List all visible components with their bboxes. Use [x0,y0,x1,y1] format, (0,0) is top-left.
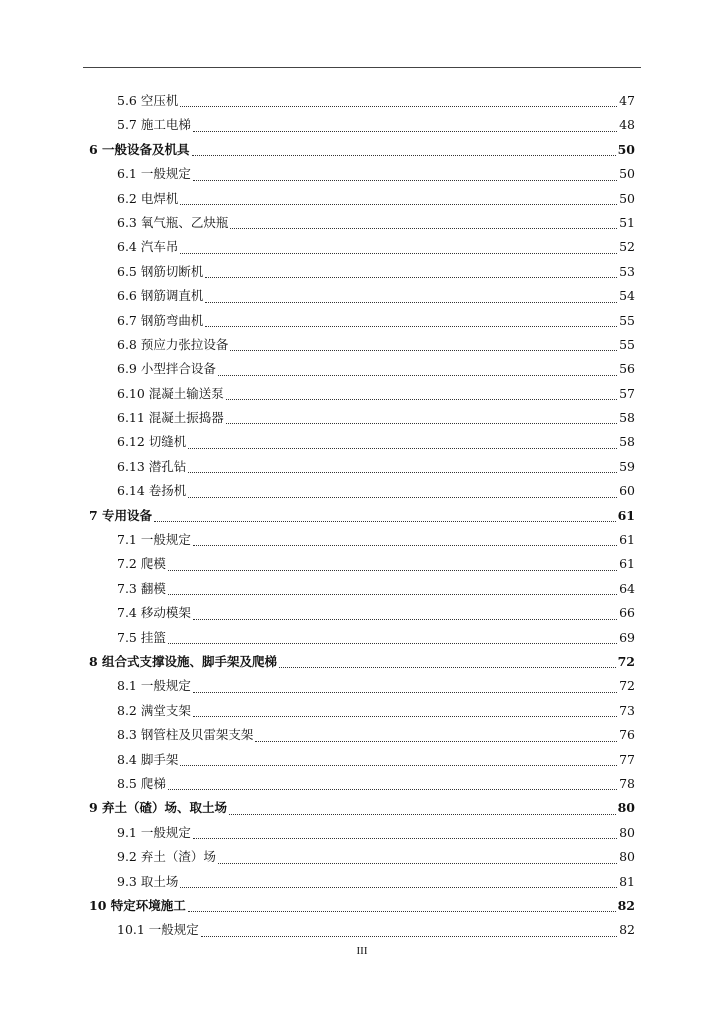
toc-entry[interactable] [0,406,724,430]
page-number: III [356,945,368,957]
toc-dot-leader [180,765,617,766]
toc-entry-title: 7 专用设备 [89,507,153,523]
toc-entry-page: 47 [619,93,635,108]
toc-entry-page: 76 [619,727,635,743]
toc-entry[interactable] [0,333,724,357]
header-rule [83,67,641,68]
toc-entry-title: 8.2 满堂支架 [117,702,191,718]
toc-entry[interactable] [0,430,724,454]
toc-entry[interactable] [0,723,724,747]
toc-entry-title: 6.7 钢筋弯曲机 [117,312,204,328]
toc-entry-title: 6.4 汽车吊 [117,239,179,255]
toc-entry-page: 82 [617,897,635,913]
toc-entry-title: 8.3 钢管柱及贝雷架支架 [117,727,254,743]
toc-entry-page: 54 [619,288,635,304]
toc-entry[interactable] [0,455,724,479]
toc-entry[interactable] [0,796,724,820]
toc-dot-leader [226,399,617,400]
toc-entry-title: 9.1 一般规定 [117,824,191,840]
toc-entry-title: 9 弃土（碴）场、取土场 [89,800,228,816]
toc-dot-leader [279,667,616,668]
toc-entry[interactable] [0,260,724,284]
toc-entry[interactable] [0,577,724,601]
toc-entry-page: 61 [617,507,635,523]
toc-entry[interactable] [0,162,724,186]
toc-entry-page: 50 [619,166,635,182]
toc-dot-leader [180,204,617,205]
toc-dot-leader [229,814,616,815]
toc-entry-title: 6.9 小型拌合设备 [117,361,216,377]
toc-entry[interactable] [0,650,724,674]
toc-entry-page: 61 [619,556,635,572]
toc-entry-title: 8.5 爬梯 [117,775,166,791]
toc-entry-page: 80 [617,800,635,816]
toc-entry[interactable] [0,479,724,503]
table-of-contents [0,89,724,943]
toc-entry-page: 50 [617,141,635,157]
toc-dot-leader [205,277,617,278]
toc-entry-page: 80 [619,824,635,840]
toc-entry-title: 10.1 一般规定 [117,922,199,938]
toc-entry[interactable] [0,601,724,625]
toc-dot-leader [168,570,617,571]
toc-entry-page: 77 [619,751,635,767]
toc-dot-leader [201,936,617,937]
toc-entry-page: 72 [617,653,635,669]
toc-entry[interactable] [0,772,724,796]
toc-entry-title: 5.6 空压机 [117,93,179,108]
toc-entry-page: 69 [619,629,635,645]
toc-entry-title: 6 一般设备及机具 [89,141,190,157]
toc-entry[interactable] [0,504,724,528]
toc-dot-leader [193,716,617,717]
toc-entry-title: 7.2 爬模 [117,556,166,572]
toc-dot-leader [192,155,616,156]
toc-entry[interactable] [0,89,724,113]
toc-entry[interactable] [0,870,724,894]
toc-dot-leader [168,643,617,644]
toc-entry-title: 6.2 电焊机 [117,190,179,206]
toc-entry[interactable] [0,357,724,381]
toc-entry[interactable] [0,821,724,845]
toc-entry[interactable] [0,528,724,552]
toc-entry-page: 78 [619,775,635,791]
toc-dot-leader [193,838,617,839]
toc-entry[interactable] [0,918,724,942]
toc-dot-leader [193,180,617,181]
toc-dot-leader [218,375,617,376]
toc-dot-leader [218,863,617,864]
toc-dot-leader [180,106,617,107]
toc-entry-page: 72 [619,678,635,694]
toc-entry-title: 6.1 一般规定 [117,166,191,182]
toc-entry-title: 6.12 切缝机 [117,434,187,450]
toc-entry-page: 58 [619,410,635,426]
toc-dot-leader [193,545,617,546]
toc-entry-title: 6.13 潜孔钻 [117,458,187,474]
toc-entry[interactable] [0,552,724,576]
toc-entry-page: 61 [619,532,635,548]
toc-dot-leader [188,497,617,498]
toc-entry-title: 7.5 挂篮 [117,629,166,645]
toc-entry-title: 6.6 钢筋调直机 [117,288,204,304]
toc-entry-page: 48 [619,117,635,133]
toc-dot-leader [193,131,617,132]
toc-dot-leader [154,521,616,522]
toc-entry[interactable] [0,309,724,333]
toc-dot-leader [193,619,617,620]
toc-dot-leader [188,911,616,912]
toc-entry-title: 8.1 一般规定 [117,678,191,694]
toc-entry[interactable] [0,845,724,869]
toc-dot-leader [180,253,617,254]
toc-dot-leader [180,887,617,888]
toc-dot-leader [226,423,617,424]
toc-entry-page: 51 [619,214,635,230]
toc-entry-page: 81 [619,873,635,889]
toc-dot-leader [205,326,617,327]
toc-entry-page: 60 [619,483,635,499]
toc-entry-title: 7.4 移动模架 [117,605,191,621]
toc-entry[interactable] [0,187,724,211]
toc-entry-title: 6.10 混凝土输送泵 [117,385,224,401]
toc-dot-leader [188,448,617,449]
toc-dot-leader [230,350,617,351]
toc-entry-title: 6.14 卷扬机 [117,483,187,499]
toc-entry[interactable] [0,235,724,259]
toc-dot-leader [168,789,617,790]
toc-entry-page: 55 [619,312,635,328]
toc-entry-page: 55 [619,336,635,352]
toc-entry-title: 8 组合式支撑设施、脚手架及爬梯 [89,653,278,669]
toc-entry[interactable] [0,284,724,308]
toc-entry[interactable] [0,674,724,698]
toc-entry-page: 80 [619,849,635,865]
toc-entry-title: 6.8 预应力张拉设备 [117,336,229,352]
toc-entry-page: 50 [619,190,635,206]
toc-entry-page: 59 [619,458,635,474]
toc-entry[interactable] [0,382,724,406]
toc-entry-page: 53 [619,263,635,279]
toc-entry-title: 8.4 脚手架 [117,751,179,767]
toc-entry-title: 5.7 施工电梯 [117,117,191,133]
toc-entry-page: 52 [619,239,635,255]
toc-entry-page: 57 [619,385,635,401]
toc-entry-title: 10 特定环境施工 [89,897,186,913]
toc-entry[interactable] [0,748,724,772]
toc-entry-title: 9.3 取土场 [117,873,179,889]
toc-dot-leader [188,472,617,473]
toc-dot-leader [193,692,617,693]
toc-entry[interactable] [0,138,724,162]
toc-entry[interactable] [0,699,724,723]
toc-dot-leader [205,302,617,303]
toc-entry-title: 7.3 翻模 [117,580,166,596]
toc-entry-page: 64 [619,580,635,596]
toc-entry-page: 56 [619,361,635,377]
toc-entry[interactable] [0,626,724,650]
toc-entry-title: 6.11 混凝土振捣器 [117,410,224,426]
toc-dot-leader [168,594,617,595]
toc-dot-leader [255,741,617,742]
toc-entry[interactable] [0,211,724,235]
toc-entry-page: 73 [619,702,635,718]
toc-entry-title: 6.3 氧气瓶、乙炔瓶 [117,214,229,230]
toc-entry[interactable] [0,113,724,137]
toc-dot-leader [230,228,617,229]
toc-entry[interactable] [0,894,724,918]
toc-entry-page: 82 [619,922,635,938]
toc-entry-title: 7.1 一般规定 [117,532,191,548]
toc-entry-page: 58 [619,434,635,450]
toc-entry-title: 6.5 钢筋切断机 [117,263,204,279]
toc-entry-page: 66 [619,605,635,621]
toc-entry-title: 9.2 弃土（渣）场 [117,849,216,865]
